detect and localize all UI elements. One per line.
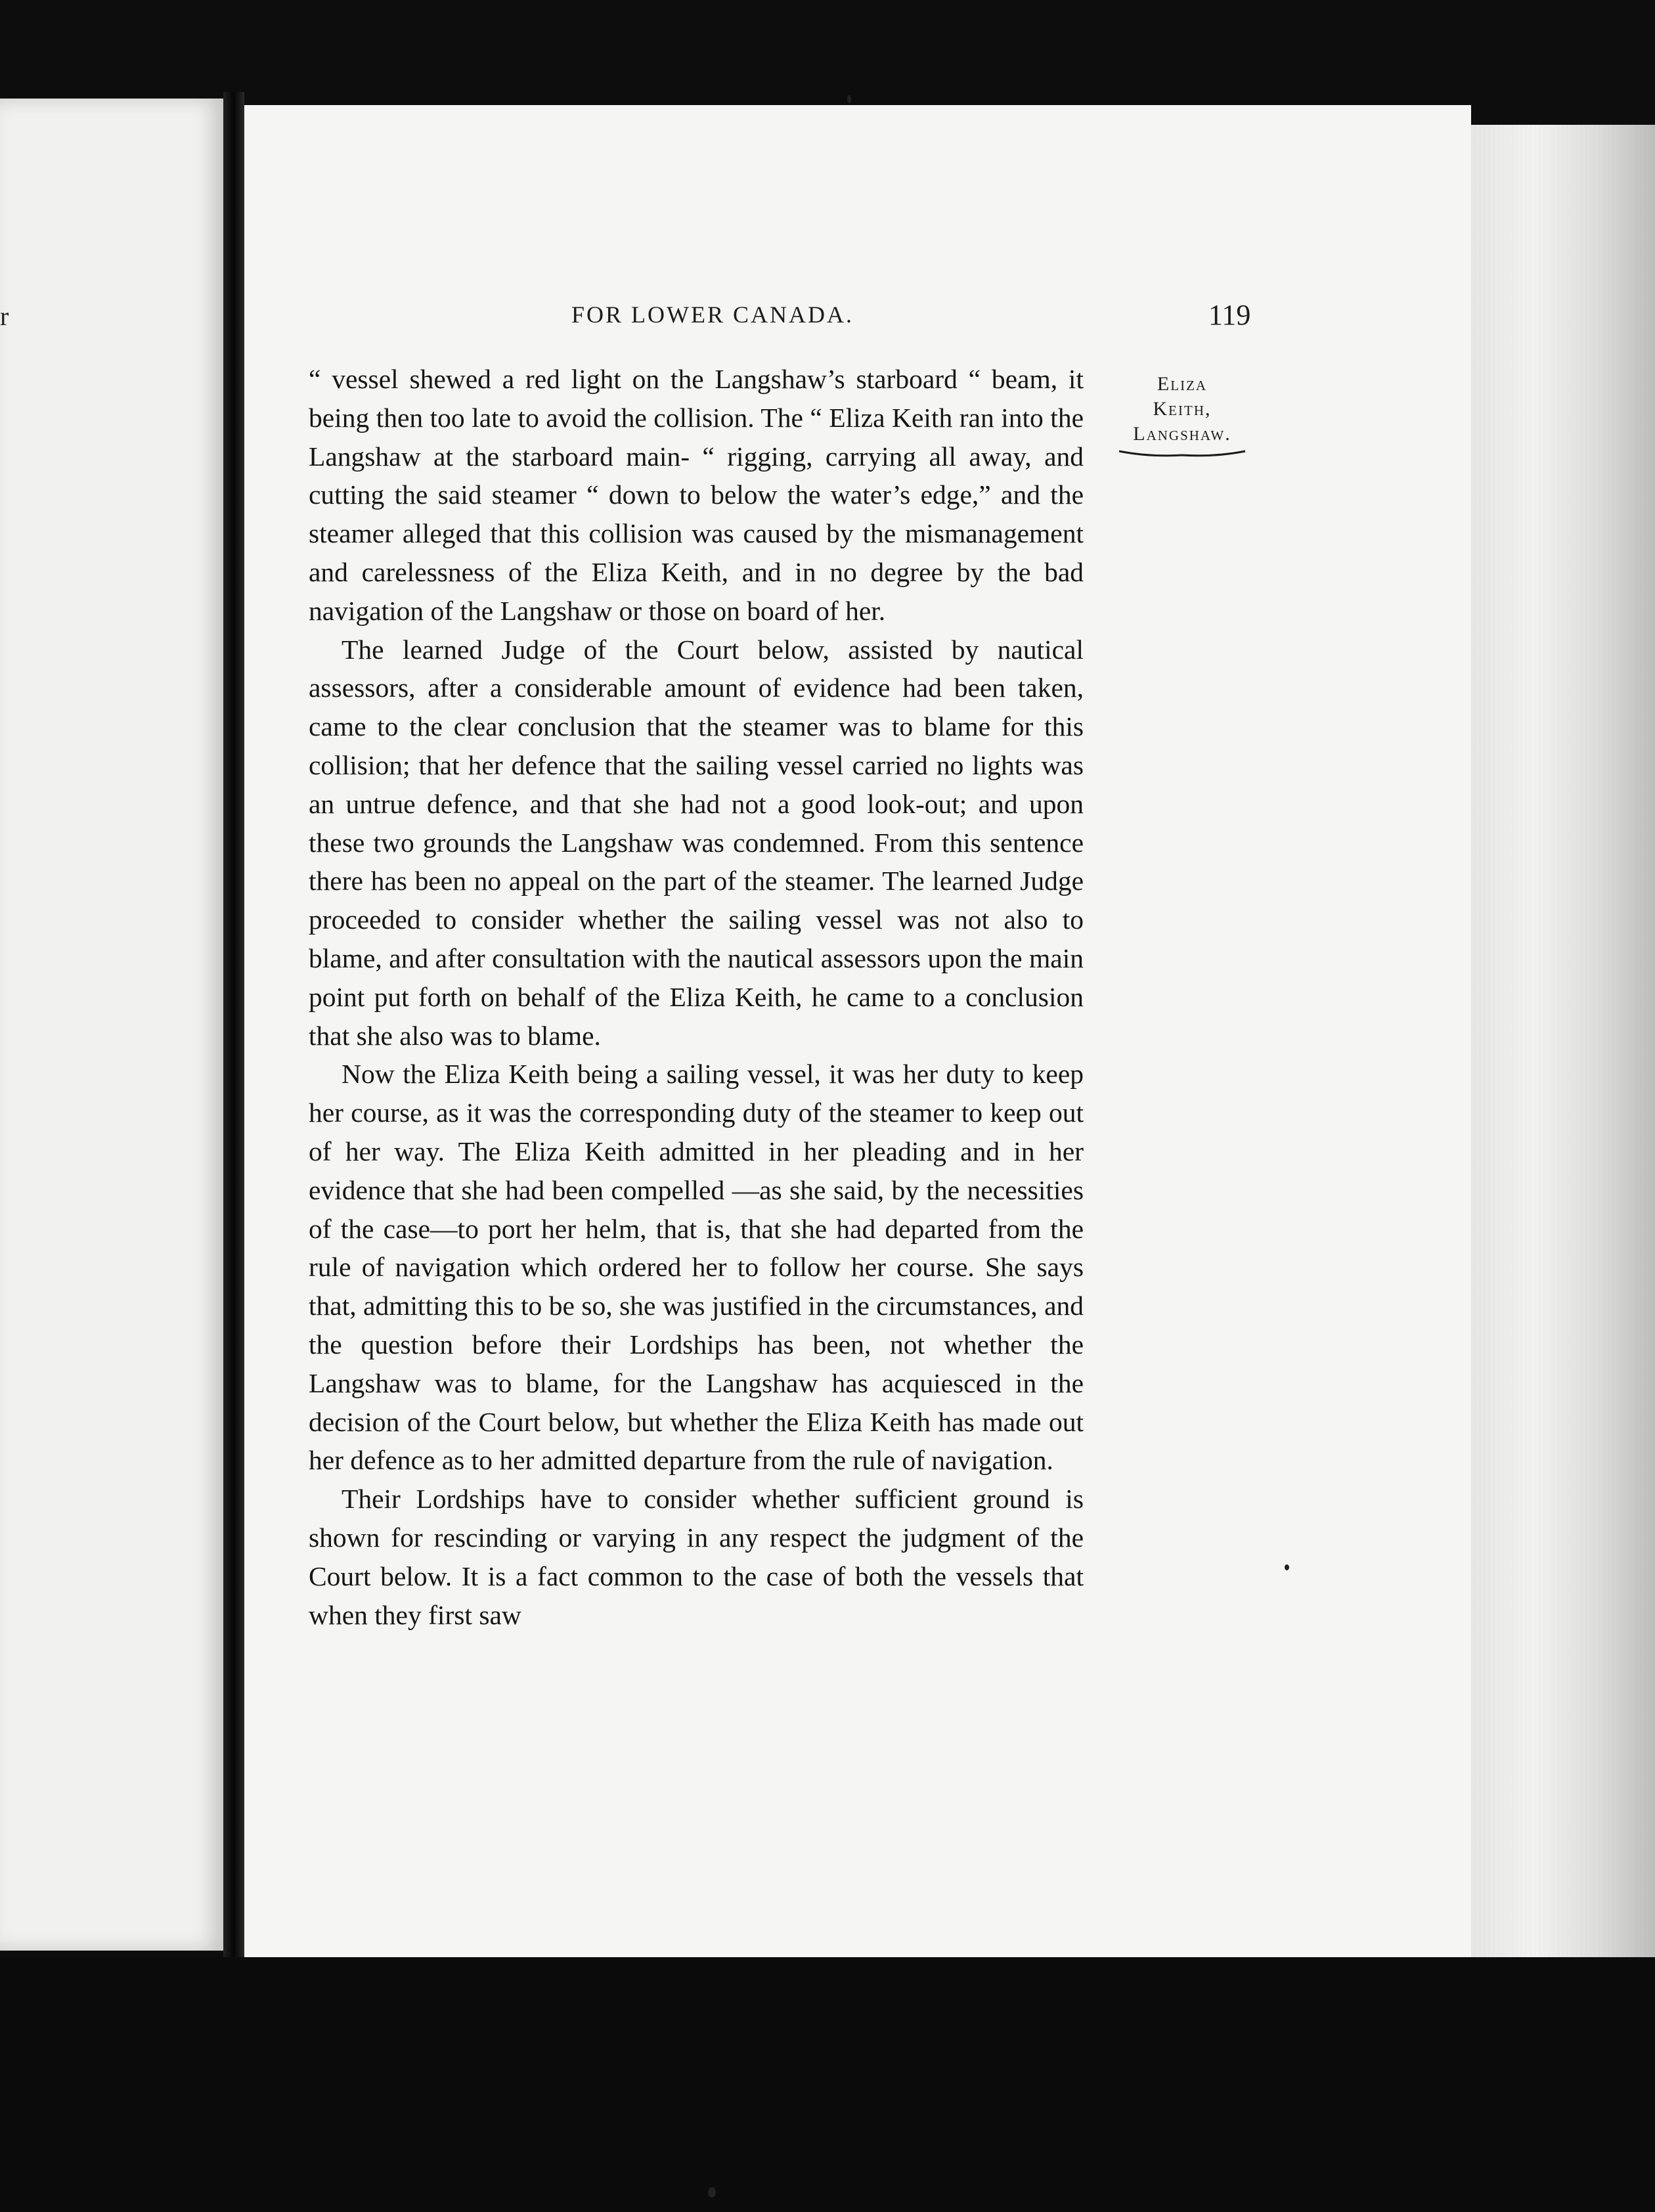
scan-speck <box>708 2187 716 2198</box>
page-edges-texture <box>1471 125 1655 1957</box>
marginal-note-brace-rule <box>1116 449 1248 458</box>
marginal-note-line: Langshaw. <box>1133 423 1231 445</box>
book-gutter <box>223 92 244 1957</box>
marginal-note <box>1110 372 1254 458</box>
marginal-note-line: Keith, <box>1153 398 1212 420</box>
scan-background-bottom <box>0 1957 1655 2212</box>
scan-speck <box>1285 1564 1289 1570</box>
left-page-header-fragment: r <box>0 301 9 331</box>
left-page <box>0 99 223 1951</box>
paragraph: Now the Eliza Keith being a sailing vessel, it was her duty to keep her course, as it was the corresponding duty of the steamer to keep out of her way. The Eliza Keith admitted in her pleading and in her evidence that she had been compelled —as she said, by the necessities of the case—to port her helm, that is, that she had departed from the rule of navigation which ordered her to follow her course. She says that, admitting this to be so, she was justified in the circumstances, and the question before their Lordships has been, not whether the Langshaw was to blame, for the Langshaw has acquiesced in the decision of the Court below, but whether the Eliza Keith has made out her defence as to her admitted departure from the rule of navigation. <box>309 1059 1084 1476</box>
scan-speck <box>847 95 851 103</box>
body-text <box>309 360 1084 1634</box>
paragraph: Their Lordships have to consider whether sufficient ground is shown for rescinding or varying in any respect the judgment of the Court below. It is a fact common to the case of both the vessels that when they first saw <box>309 1484 1084 1630</box>
running-head: FOR LOWER CANADA. <box>571 301 854 328</box>
paragraph: The learned Judge of the Court below, assisted by nautical assessors, after a considerable amount of evidence had been taken, came to the clear conclusion that the steamer was to blame for this collision; that her defence that the sailing vessel carried no lights was an untrue defence, and that she had not a good look-out; and upon these two grounds the Langshaw was condemned. From this sentence there has been no appeal on the part of the steamer. The learned Judge proceeded to consider whether the sailing vessel was not also to blame, and after consultation with the nautical assessors upon the main point put forth on behalf of the Eliza Keith, he came to a conclusion that she also was to blame. <box>309 634 1084 1051</box>
page-number: 119 <box>1208 299 1251 331</box>
paragraph: “ vessel shewed a red light on the Langshaw’s starboard “ beam, it being then too late to avoid the collision. The “ Eliza Keith ran into the Langshaw at the starboard main- “ rigging, carrying all away, and cutting the said steamer “ down to below the water’s edge,” and the steamer alleged that this collision was caused by the mismanagement and carelessness of the Eliza Keith, and in no degree by the bad navigation of the Langshaw or those on board of her. <box>309 364 1084 626</box>
marginal-note-line: Eliza <box>1157 373 1208 395</box>
